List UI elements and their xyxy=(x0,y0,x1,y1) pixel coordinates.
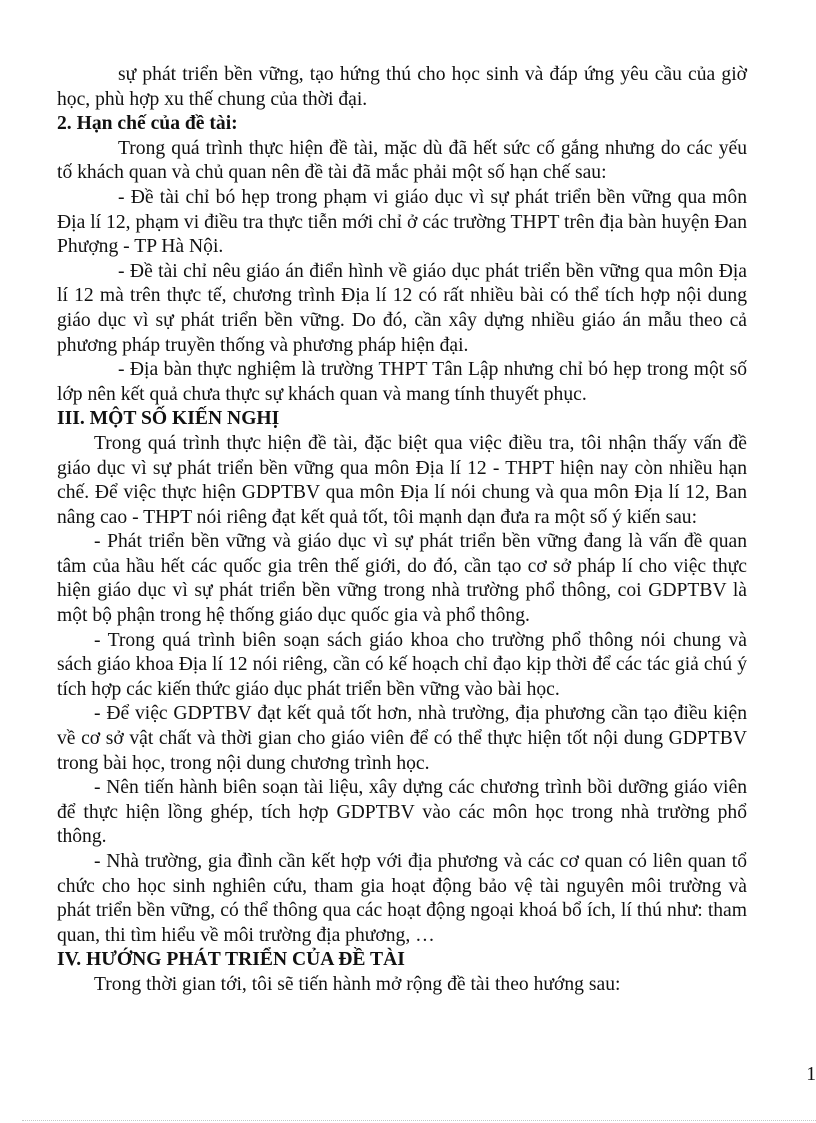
footer-divider xyxy=(22,1120,816,1121)
paragraph-han-che-3: - Địa bàn thực nghiệm là trường THPT Tân Lập nhưng chỉ bó hẹp trong một số lớp nên kết quả chưa thực sự khách quan và mang tính thuyết phục. xyxy=(57,359,747,405)
heading-huong-phat-trien: IV. HƯỚNG PHÁT TRIỂN CỦA ĐỀ TÀI xyxy=(57,949,405,971)
paragraph-han-che-2: - Đề tài chỉ nêu giáo án điển hình về giáo dục phát triển bền vững qua môn Địa lí 12 mà trên thực tế, chương trình Địa lí 12 có rất nhiều bài có thể tích hợp nội dung giáo dục vì sự phát triển bền vững. Do đó, cần xây dựng nhiều giáo án mẫu theo cả phương pháp truyền thống và phương pháp hiện đại. xyxy=(57,260,747,356)
paragraph-han-che-intro: Trong quá trình thực hiện đề tài, mặc dù đã hết sức cố gắng nhưng do các yếu tố khách quan và chủ quan nên đề tài đã mắc phải một số hạn chế sau: xyxy=(57,137,747,184)
heading-han-che-cua-de-tai: 2. Hạn chế của đề tài: xyxy=(57,113,238,135)
paragraph-han-che-1: - Đề tài chỉ bó hẹp trong phạm vi giáo dục vì sự phát triển bền vững qua môn Địa lí 12, phạm vi điều tra thực tiễn mới chỉ ở các trường THPT trên địa bàn huyện Đan Phượng - TP Hà Nội. xyxy=(57,186,747,258)
page-number: 1 xyxy=(806,1064,816,1085)
paragraph-kien-nghi-intro: Trong quá trình thực hiện đề tài, đặc biệt qua việc điều tra, tôi nhận thấy vấn đề giáo dục vì sự phát triển bền vững qua môn Địa lí 12 - THPT hiện nay còn nhiều hạn chế. Để việc thực hiện GDPTBV qua môn Địa lí nói chung và qua môn Địa lí 12, Ban nâng cao - THPT nói riêng đạt kết quả tốt, tôi mạnh dạn đưa ra một số ý kiến sau: xyxy=(57,432,747,528)
paragraph-kien-nghi-1: - Phát triển bền vững và giáo dục vì sự phát triển bền vững đang là vấn đề quan tâm của hầu hết các quốc gia trên thế giới, do đó, cần tạo cơ sở pháp lí cho việc thực hiện giáo dục vì sự phát triển bền vững trong nhà trường phổ thông, coi GDPTBV là một bộ phận trong hệ thống giáo dục quốc gia và phổ thông. xyxy=(57,531,747,627)
paragraph-kien-nghi-4: - Nên tiến hành biên soạn tài liệu, xây dựng các chương trình bồi dưỡng giáo viên để thực hiện lồng ghép, tích hợp GDPTBV vào các môn học trong nhà trường phổ thông. xyxy=(57,777,747,848)
heading-mot-so-kien-nghi: III. MỘT SỐ KIẾN NGHỊ xyxy=(57,408,280,430)
paragraph-huong-phat-trien-intro: Trong thời gian tới, tôi sẽ tiến hành mở rộng đề tài theo hướng sau: xyxy=(94,973,621,995)
paragraph-kien-nghi-2: - Trong quá trình biên soạn sách giáo khoa cho trường phổ thông nói chung và sách giáo khoa Địa lí 12 nói riêng, cần có kế hoạch chỉ đạo kịp thời để các tác giả chú ý tích hợp các kiến thức giáo dục phát triển bền vững vào bài học. xyxy=(57,629,747,700)
paragraph-kien-nghi-5: - Nhà trường, gia đình cần kết hợp với địa phương và các cơ quan có liên quan tổ chức cho học sinh nghiên cứu, tham gia hoạt động bảo vệ tài nguyên môi trường và phát triển bền vững, có thể thông qua các hoạt động ngoại khoá bổ ích, lí thú như: tham quan, thi tìm hiểu về môi trường địa phương, … xyxy=(57,851,747,946)
paragraph-continued-text: sự phát triển bền vững, tạo hứng thú cho học sinh và đáp ứng yêu cầu của giờ học, phù hợp xu thế chung của thời đại. xyxy=(57,64,747,110)
paragraph-kien-nghi-3: - Để việc GDPTBV đạt kết quả tốt hơn, nhà trường, địa phương cần tạo điều kiện về cơ sở vật chất và thời gian cho giáo viên để có thể thực hiện tốt nội dung GDPTBV trong bài học, trong nội dung chương trình học. xyxy=(57,703,747,774)
document-page xyxy=(57,63,747,998)
